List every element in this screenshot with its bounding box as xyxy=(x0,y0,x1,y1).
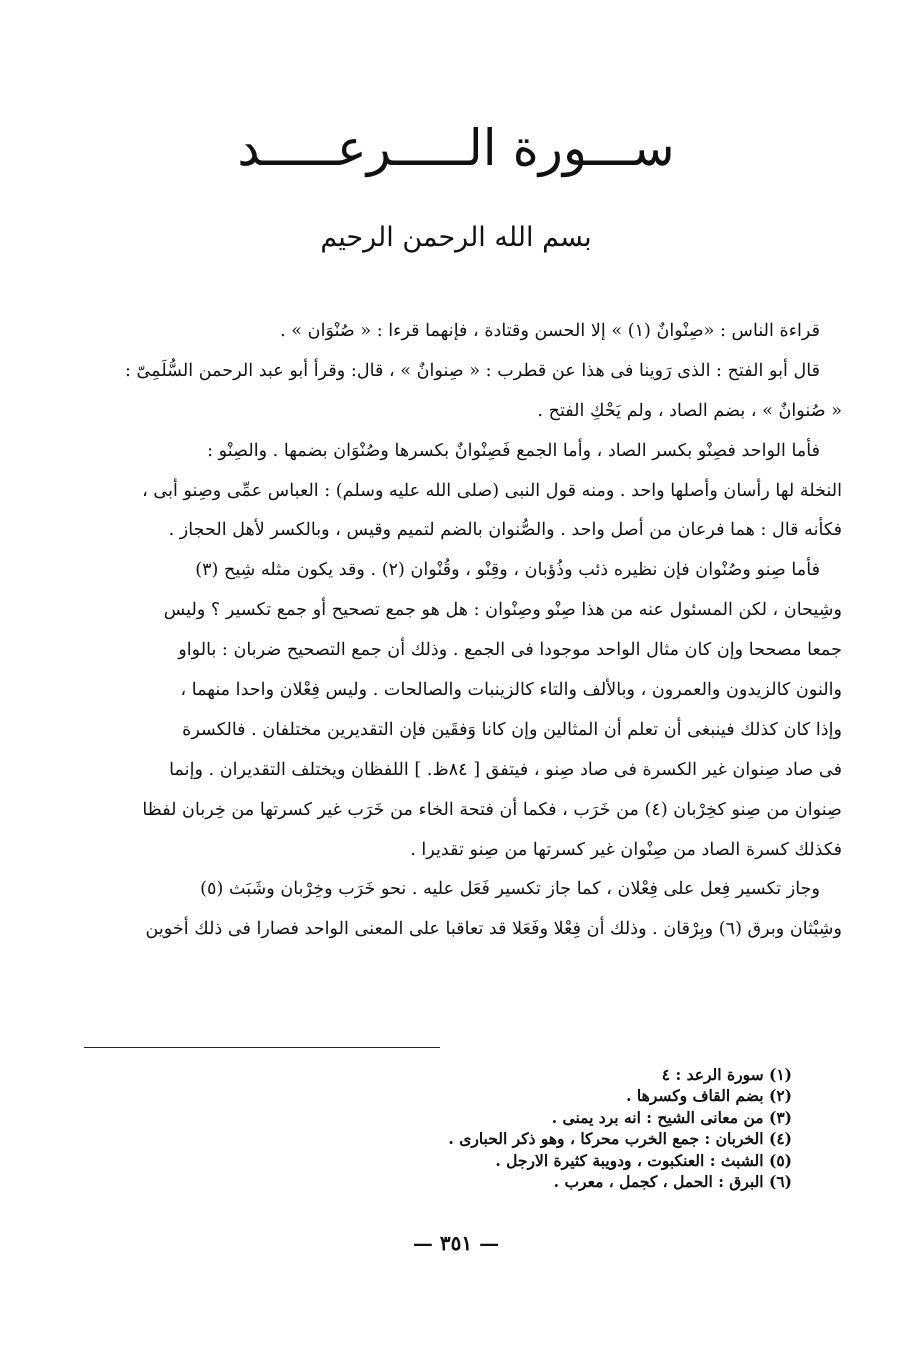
text-line: جمعا مصححا وإن كان مثال الواحد موجودا فى الجمع . وذلك أن جمع التصحيح ضربان : بالواو xyxy=(178,640,842,661)
text-line: وإذا كان كذلك فينبغى أن تعلم أن المثالين وإن كانا وَفقَين فإن التقديرين مختلفان . فالكسرة xyxy=(182,719,842,740)
text-line: قراءة الناس : «صِنْوانٌ (١) » إلا الحسن وقتادة ، فإنهما قرءا : « صُنْوَان » . xyxy=(280,321,820,341)
body-text xyxy=(82,312,842,950)
footnote: (٢) بضم القاف وكسرها . xyxy=(626,1086,792,1106)
footnote: (٥) الشبث : العنكبوت ، ودويبة كثيرة الارجل . xyxy=(495,1150,792,1170)
surah-title: ســـورة الـــــرعـــــد xyxy=(237,119,675,177)
text-line: وجاز تكسير فِعل على فِعْلان ، كما جاز تكسير فَعَل عليه . نحو خَرَب وخِرْبان وشَبَث (٥) xyxy=(200,879,820,900)
footnote: (٦) البرق : الحمل ، كجمل ، معرب . xyxy=(553,1171,792,1191)
text-line: صِنوان من صِنو كخِرْبان (٤) من خَرَب ، فكما أن فتحة الخاء من خَرَب غير كسرتها من خِربان لفظا xyxy=(142,799,842,820)
text-line: فكأنه قال : هما فرعان من أصل واحد . والصُّنوان بالضم لتميم وقيس ، وبالكسر لأهل الحجاز . xyxy=(168,520,842,541)
text-line: فأما الواحد فصِنْو بكسر الصاد ، وأما الجمع فَصِنْوانٌ بكسرها وصُنْوَان بضمها . والصِنْو : xyxy=(207,440,820,461)
text-line: النخلة لها رأسان وأصلها واحد . ومنه قول النبى (صلى الله عليه وسلم) : العباس عمِّى وصِنو أبى ، xyxy=(142,480,842,501)
text-line: قال أبو الفتح : الذى رَوينا فى هذا عن قطرب : « صِنوانٌ » ، قال: وقرأ أبو عبد الرحمن السُّلَمِىّ : xyxy=(124,360,820,381)
text-line: فى صاد صِنوان غير الكسرة فى صاد صِنو ، فيتفق [ ٨٤ظ. ] اللفظان ويختلف التقديران . وإنما xyxy=(169,759,842,780)
text-line: وشِيحان ، لكن المسئول عنه من هذا صِنْو وصِنْوان : هل هو جمع تصحيح أو جمع تكسير ؟ وليس xyxy=(163,600,842,621)
footnotes xyxy=(272,1064,792,1192)
text-line: فأما صِنو وصُنْوان فإن نظيره ذئب وذُؤبان ، وقِنْو ، وقُنْوان (٢) . وقد يكون مثله شِيح (٣) xyxy=(195,560,820,581)
footnote: (١) سورة الرعد : ٤ xyxy=(661,1065,792,1084)
footnote-divider xyxy=(84,1047,440,1048)
page-number: — ٣٥١ — xyxy=(412,1231,500,1255)
footnote: (٣) من معانى الشيح : انه برد يمنى . xyxy=(551,1107,792,1127)
text-line: وشِبْثان وبرق (٦) وبِرْقان . وذلك أن فِعْلا وفَعَلا قد تعاقبا على المعنى الواحد فصارا فى ذلك أخوين xyxy=(145,919,842,940)
basmala: بسم الله الرحمن الرحيم xyxy=(320,222,592,253)
footnote: (٤) الخربان : جمع الخرب محركا ، وهو ذكر الحبارى . xyxy=(448,1129,792,1149)
text-line: « صُنوانٌ » ، بضم الصاد ، ولم يَحْكِ الفتح . xyxy=(537,400,842,421)
text-line: والنون كالزيدون والعمرون ، وبالألف والتاء كالزينبات والصالحات . وليس فِعْلان واحدا منهما ، xyxy=(180,680,842,701)
text-line: فكذلك كسرة الصاد من صِنْوان غير كسرتها من صِنو تقديرا . xyxy=(410,839,842,860)
